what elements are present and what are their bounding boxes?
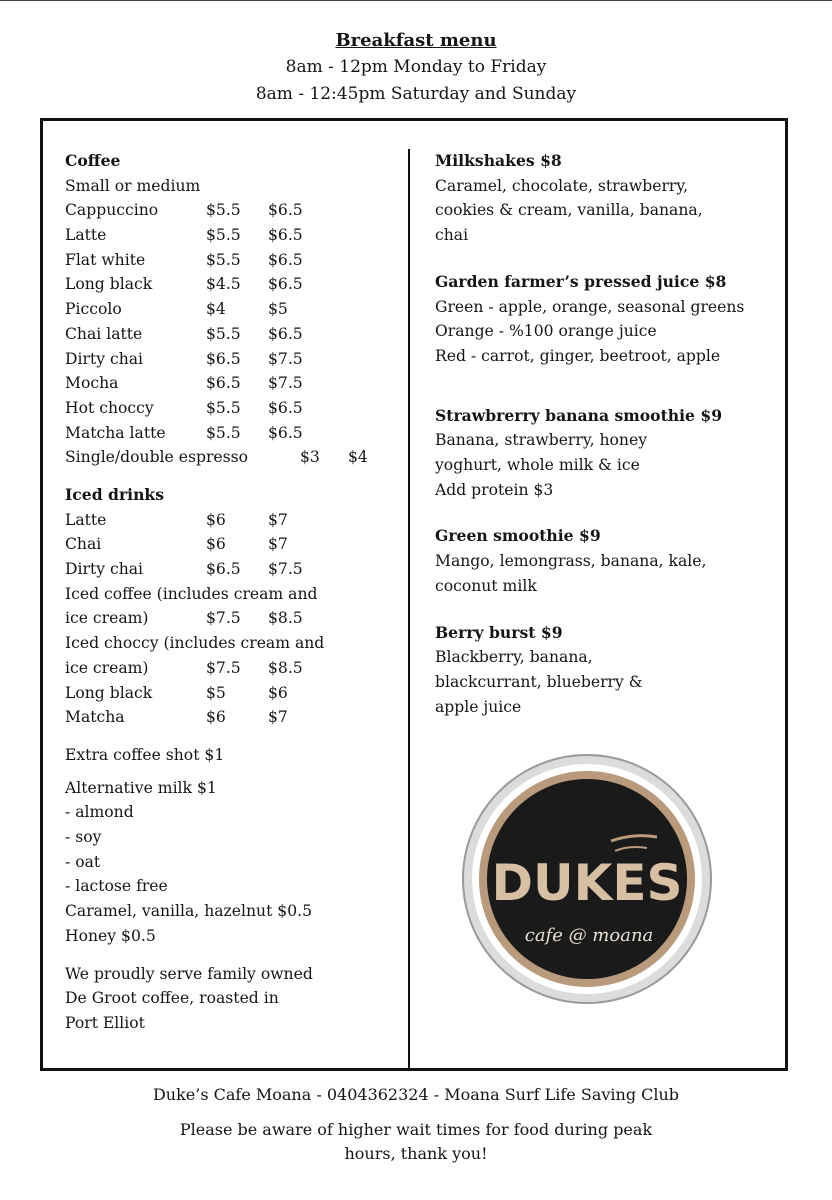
item-price-medium: $7.5 [268,560,303,579]
juice-line: Orange - %100 orange juice [435,322,657,341]
juice-line: Green - apple, orange, seasonal greens [435,297,745,316]
page-top-border [0,0,832,1]
coffee-note: De Groot coffee, roasted in [65,989,279,1008]
menu-item [65,347,400,372]
item-name: Chai latte [65,324,143,343]
item-price-medium: $6.5 [268,250,303,269]
item-name: Latte [65,510,107,529]
wait-notice-line: Please be aware of higher wait times for food during peak [179,1120,653,1139]
logo-brand-text: DUKES [491,854,683,912]
item-name: Piccolo [65,300,122,319]
menu-frame [40,118,788,1071]
item-price-small: $4 [206,300,226,319]
item-price-medium: $7 [268,510,288,529]
iced-section-title: Iced drinks [65,484,165,504]
item-price-medium: $6.5 [268,324,303,343]
item-price-medium: $7.5 [268,349,303,368]
iced-choccy-description: Iced choccy (includes cream and [65,634,325,653]
item-name: Long black [65,683,153,702]
berry-burst-title: Berry burst $9 [435,622,563,642]
column-divider [408,149,410,1069]
strawberry-smoothie-line: Add protein $3 [435,480,554,499]
milk-option: - oat [65,852,101,871]
item-price-small: $5.5 [206,398,241,417]
item-price-medium: $7 [268,535,288,554]
menu-item [65,421,400,446]
item-price-small: $6 [206,535,226,554]
berry-burst-line: blackcurrant, blueberry & [435,672,643,691]
item-name: Chai [65,535,102,554]
item-price-small: $6.5 [206,560,241,579]
milkshakes-line: cookies & cream, vanilla, banana, [435,201,703,220]
item-name: Single/double espresso [65,448,249,467]
item-price-medium: $7 [268,708,288,727]
item-name: Hot choccy [65,398,154,417]
menu-item [65,681,400,706]
item-name: Matcha latte [65,423,166,442]
alt-milk-title: Alternative milk $1 [65,778,217,797]
menu-item [65,606,400,631]
green-smoothie-title: Green smoothie $9 [435,526,601,546]
menu-title: Breakfast menu [335,30,497,51]
item-price-medium: $6.5 [268,201,303,220]
item-price-medium: $5 [268,300,288,319]
strawberry-smoothie-line: Banana, strawberry, honey [435,431,647,450]
honey: Honey $0.5 [65,926,156,945]
berry-burst-line: apple juice [435,697,522,716]
item-name: Matcha [65,708,125,727]
iced-coffee-description: Iced coffee (includes cream and [65,584,318,603]
item-price-small: $5.5 [206,226,241,245]
item-price-medium: $6.5 [268,226,303,245]
menu-item [65,445,400,470]
menu-footer [0,1082,832,1166]
item-price-small: $6 [206,510,226,529]
menu-item [65,656,400,681]
menu-item [65,396,400,421]
coffee-section-title: Coffee [65,151,121,170]
item-name: Flat white [65,250,146,269]
milkshakes-title: Milkshakes $8 [435,151,562,170]
item-price-small: $5.5 [206,324,241,343]
menu-item [65,198,400,223]
milk-option: - almond [65,803,134,822]
menu-item [65,297,400,322]
item-name: Long black [65,275,153,294]
juice-line: Red - carrot, ginger, beetroot, apple [435,346,721,365]
contact-info: Duke’s Cafe Moana - 0404362324 - Moana Surf Life Saving Club [152,1085,680,1104]
item-price-small: $7.5 [206,609,241,628]
coffee-note: Port Elliot [65,1013,145,1032]
item-price-medium: $7.5 [268,374,303,393]
green-smoothie-line: Mango, lemongrass, banana, kale, [435,552,707,571]
item-price-small: $5.5 [206,423,241,442]
milkshakes-line: chai [435,226,469,245]
strawberry-smoothie-line: yoghurt, whole milk & ice [435,456,640,475]
milk-option: - soy [65,828,102,846]
berry-burst-line: Blackberry, banana, [435,648,593,667]
strawberry-smoothie-title: Strawbrerry banana smoothie $9 [435,405,723,425]
item-name: Dirty chai [65,560,144,579]
item-price-small: $5 [206,683,226,702]
item-price-small: $5.5 [206,201,241,220]
item-name: Mocha [65,374,119,393]
item-price-medium: $4 [348,448,368,467]
coffee-note: We proudly serve family owned [65,964,313,983]
menu-item [65,322,400,347]
juice-title: Garden farmer’s pressed juice $8 [435,271,727,291]
item-name: Dirty chai [65,349,144,368]
item-price-medium: $6.5 [268,275,303,294]
dukes-cafe-logo [461,753,713,1005]
left-column [65,149,400,1036]
item-price-small: $6.5 [206,349,241,368]
right-column [435,149,780,719]
green-smoothie-line: coconut milk [435,576,537,595]
weekend-hours: 8am - 12:45pm Saturday and Sunday [255,84,577,104]
menu-item [65,557,400,582]
menu-header [0,28,832,108]
item-price-small: $4.5 [206,275,241,294]
coffee-size-note: Small or medium [65,176,201,195]
item-name: ice cream) [65,658,149,677]
menu-item [65,532,400,557]
menu-item [65,248,400,273]
wait-notice [0,1118,832,1166]
item-price-small: $6 [206,708,226,727]
item-price-medium: $6.5 [268,423,303,442]
menu-item [65,508,400,533]
weekday-hours: 8am - 12pm Monday to Friday [285,57,547,77]
menu-item [65,705,400,730]
item-price-small: $6.5 [206,374,241,393]
item-price-small: $7.5 [206,658,241,677]
item-name: ice cream) [65,609,149,628]
extra-shot: Extra coffee shot $1 [65,745,225,764]
milk-option: - lactose free [65,877,168,896]
menu-item [65,272,400,297]
item-price-medium: $6.5 [268,398,303,417]
logo-tagline-text: cafe @ moana [524,925,654,946]
item-name: Latte [65,226,107,245]
milkshakes-line: Caramel, chocolate, strawberry, [435,176,689,195]
menu-item [65,223,400,248]
wait-notice-line: hours, thank you! [344,1144,488,1163]
item-price-small: $5.5 [206,250,241,269]
item-price-medium: $8.5 [268,609,303,628]
item-name: Cappuccino [65,201,159,220]
item-price-medium: $8.5 [268,658,303,677]
syrups: Caramel, vanilla, hazelnut $0.5 [65,902,313,921]
item-price-medium: $6 [268,683,288,702]
item-price-small: $3 [300,448,320,467]
menu-item [65,371,400,396]
